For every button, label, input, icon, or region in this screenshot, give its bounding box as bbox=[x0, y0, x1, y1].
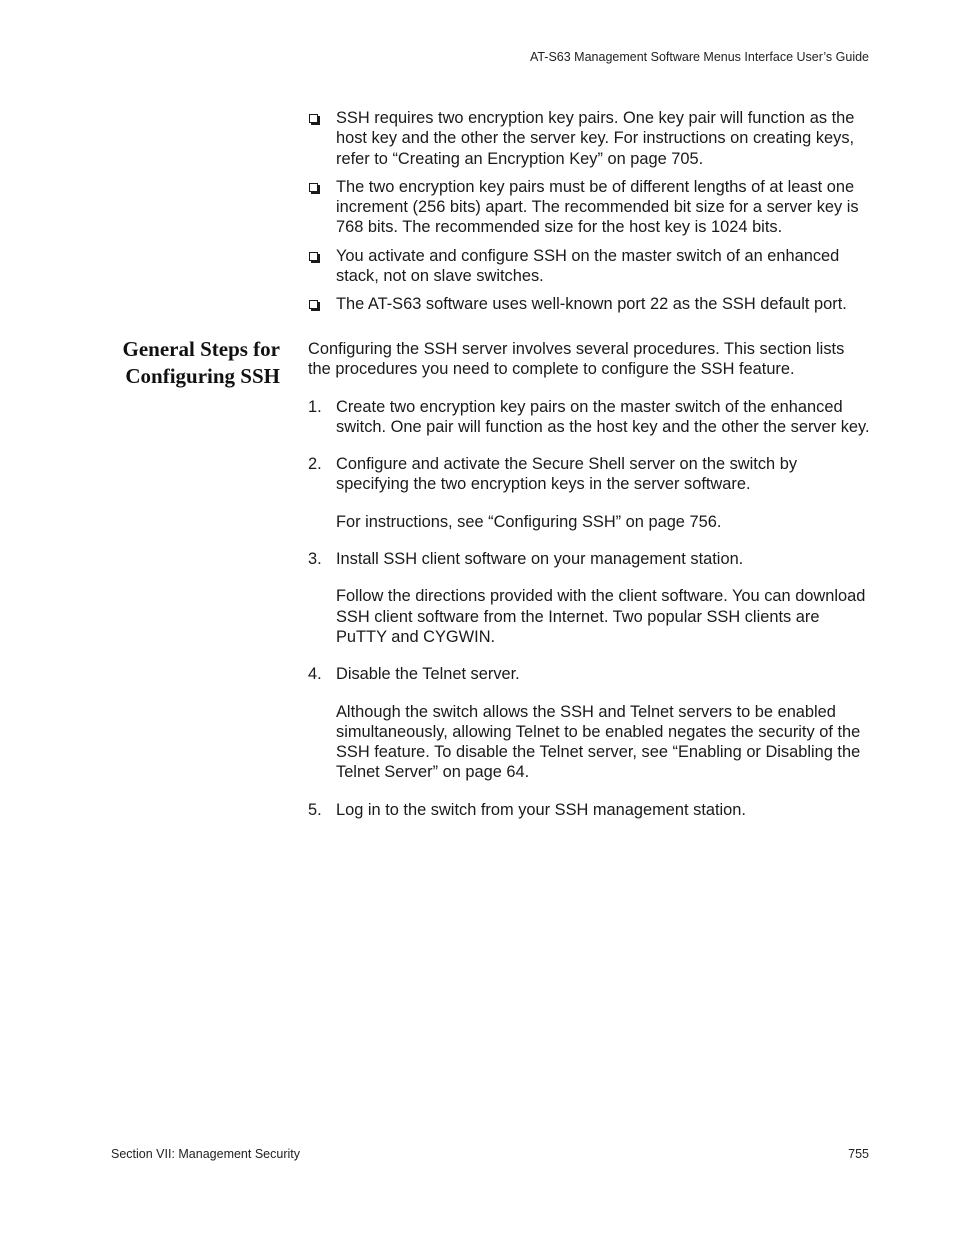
footer-section-label: Section VII: Management Security bbox=[111, 1147, 300, 1161]
list-item bbox=[308, 177, 870, 238]
step-item bbox=[308, 800, 870, 820]
section-heading-line2: Configuring SSH bbox=[125, 364, 280, 388]
step-item bbox=[308, 549, 870, 647]
running-header: AT-S63 Management Software Menus Interface User’s Guide bbox=[529, 50, 869, 64]
list-item bbox=[308, 294, 870, 314]
bullet-text: The two encryption key pairs must be of different lengths of at least one increment (256 bits) apart. The recommended bit size for a server key is 768 bits. The recommended size for the host key is 1024 bits. bbox=[336, 177, 859, 237]
bullet-text: SSH requires two encryption key pairs. One key pair will function as the host key and the other the server key. For instructions on creating keys, refer to “Creating an Encryption Key” on page 705. bbox=[336, 109, 855, 168]
step-number: 2. bbox=[308, 455, 322, 474]
step-item bbox=[308, 454, 870, 532]
steps-list bbox=[308, 397, 870, 820]
page-number: 755 bbox=[848, 1147, 869, 1161]
list-item bbox=[308, 246, 870, 287]
bullet-list-container bbox=[308, 108, 870, 323]
section-heading-line1: General Steps for bbox=[122, 337, 280, 361]
checkbox-bullet-icon bbox=[309, 252, 318, 261]
step-number: 5. bbox=[308, 800, 322, 819]
section-intro: Configuring the SSH server involves several procedures. This section lists the procedures you need to complete to configure the SSH feature. bbox=[308, 340, 845, 379]
step-number: 4. bbox=[308, 665, 322, 684]
step-text: Log in to the switch from your SSH management station. bbox=[336, 800, 746, 819]
step-item bbox=[308, 664, 870, 782]
list-item bbox=[308, 108, 870, 169]
requirements-bullet-list bbox=[308, 108, 870, 315]
step-note: Although the switch allows the SSH and Telnet servers to be enabled simultaneously, allowing Telnet to be enabled negates the security of the SSH feature. To disable the Telnet server, see “Enabling or Disabling the Telnet Server” on page 64. bbox=[336, 702, 861, 782]
section-heading bbox=[100, 336, 280, 390]
step-text: Configure and activate the Secure Shell server on the switch by specifying the two encryption keys in the server software. bbox=[336, 455, 798, 494]
step-item bbox=[308, 397, 870, 438]
step-note: For instructions, see “Configuring SSH” on page 756. bbox=[336, 512, 722, 531]
step-text: Create two encryption key pairs on the master switch of the enhanced switch. One pair will function as the host key and the other the server key. bbox=[336, 397, 870, 436]
step-text: Disable the Telnet server. bbox=[336, 665, 520, 684]
checkbox-bullet-icon bbox=[309, 114, 318, 123]
section-body bbox=[308, 339, 870, 837]
checkbox-bullet-icon bbox=[309, 183, 318, 192]
step-number: 3. bbox=[308, 550, 322, 569]
checkbox-bullet-icon bbox=[309, 300, 318, 309]
step-text: Install SSH client software on your management station. bbox=[336, 550, 744, 569]
step-note: Follow the directions provided with the client software. You can download SSH client software from the Internet. Two popular SSH clients are PuTTY and CYGWIN. bbox=[336, 587, 866, 646]
bullet-text: The AT-S63 software uses well-known port 22 as the SSH default port. bbox=[336, 295, 847, 314]
step-number: 1. bbox=[308, 397, 322, 416]
bullet-text: You activate and configure SSH on the master switch of an enhanced stack, not on slave switches. bbox=[336, 246, 840, 286]
